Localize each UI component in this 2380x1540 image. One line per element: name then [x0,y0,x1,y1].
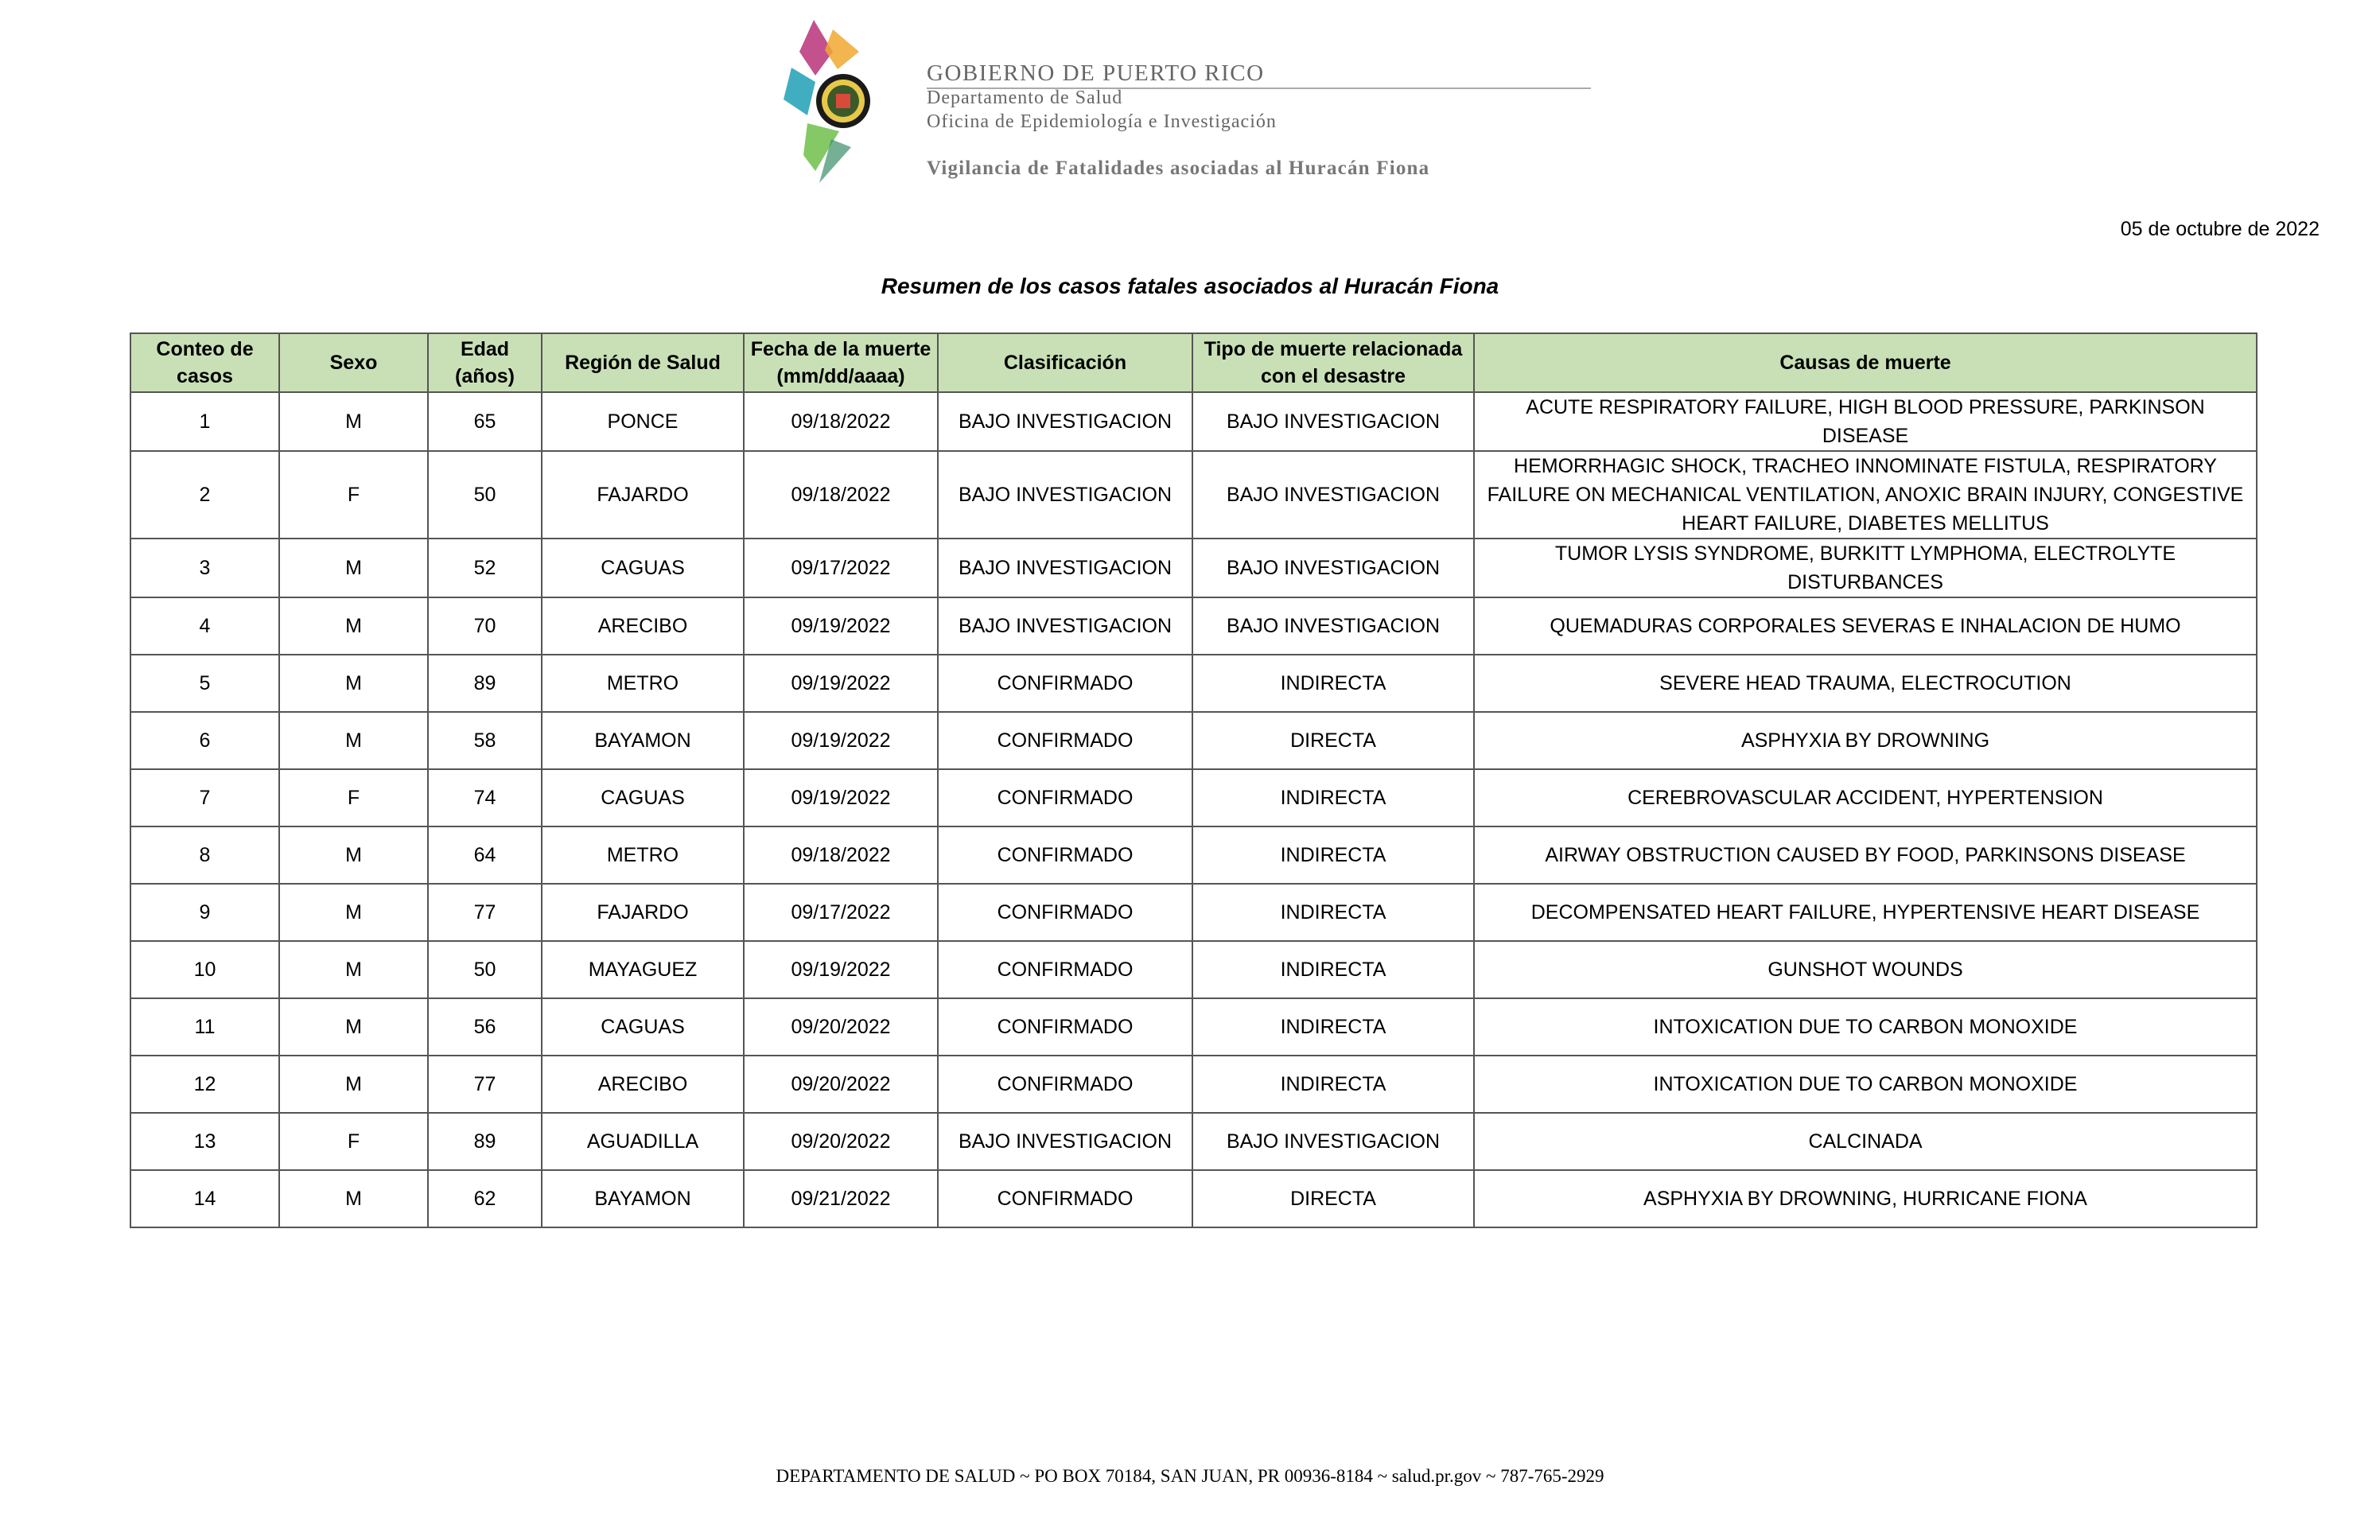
table-row [130,1113,2257,1170]
table-cell: SEVERE HEAD TRAUMA, ELECTROCUTION [1474,655,2257,712]
table-cell: CONFIRMADO [938,998,1192,1056]
table-row [130,826,2257,884]
table-cell: 2 [130,451,279,539]
table-cell: 09/18/2022 [744,392,938,451]
table-cell: INDIRECTA [1192,1056,1474,1113]
table-cell: 70 [428,597,542,655]
table-cell: INTOXICATION DUE TO CARBON MONOXIDE [1474,998,2257,1056]
table-cell: 65 [428,392,542,451]
table-cell: M [279,655,428,712]
table-cell: 77 [428,884,542,941]
table-cell: CAGUAS [542,998,744,1056]
table-cell: CONFIRMADO [938,1056,1192,1113]
table-cell: BAYAMON [542,712,744,769]
table-cell: PONCE [542,392,744,451]
table-row [130,655,2257,712]
table-cell: BAJO INVESTIGACION [1192,597,1474,655]
table-row [130,769,2257,826]
table-cell: 6 [130,712,279,769]
table-cell: F [279,1113,428,1170]
table-cell: DIRECTA [1192,712,1474,769]
table-cell: METRO [542,826,744,884]
table-cell: CONFIRMADO [938,826,1192,884]
government-name: GOBIERNO DE PUERTO RICO [927,60,1265,86]
table-cell: INDIRECTA [1192,826,1474,884]
table-cell: 5 [130,655,279,712]
column-header: Clasificación [938,333,1192,392]
cases-table [130,332,2258,1228]
table-cell: CAGUAS [542,769,744,826]
table-cell: 09/17/2022 [744,884,938,941]
table-cell: INDIRECTA [1192,941,1474,998]
column-header: Región de Salud [542,333,744,392]
table-cell: 09/20/2022 [744,1113,938,1170]
column-header: Fecha de la muerte (mm/dd/aaaa) [744,333,938,392]
table-cell: CONFIRMADO [938,884,1192,941]
office-name: Oficina de Epidemiología e Investigación [927,111,1277,132]
table-cell: M [279,941,428,998]
table-cell: 89 [428,655,542,712]
table-cell: TUMOR LYSIS SYNDROME, BURKITT LYMPHOMA, ELECTROLYTE DISTURBANCES [1474,539,2257,597]
table-cell: MAYAGUEZ [542,941,744,998]
table-cell: 50 [428,451,542,539]
table-cell: 89 [428,1113,542,1170]
table-cell: BAJO INVESTIGACION [1192,451,1474,539]
table-cell: 09/17/2022 [744,539,938,597]
table-cell: INDIRECTA [1192,998,1474,1056]
table-cell: 10 [130,941,279,998]
table-cell: M [279,998,428,1056]
table-cell: FAJARDO [542,884,744,941]
table-row [130,451,2257,539]
table-row [130,539,2257,597]
table-cell: FAJARDO [542,451,744,539]
table-cell: 8 [130,826,279,884]
table-cell: INDIRECTA [1192,655,1474,712]
table-cell: 09/20/2022 [744,1056,938,1113]
column-header: Edad (años) [428,333,542,392]
letterhead [0,0,2380,199]
table-cell: 9 [130,884,279,941]
table-cell: 13 [130,1113,279,1170]
table-row [130,392,2257,451]
table-cell: 11 [130,998,279,1056]
table-cell: DIRECTA [1192,1170,1474,1227]
table-cell: 09/21/2022 [744,1170,938,1227]
table-cell: GUNSHOT WOUNDS [1474,941,2257,998]
column-header: Conteo de casos [130,333,279,392]
program-name: Vigilancia de Fatalidades asociadas al Huracán Fiona [927,158,1430,179]
column-header: Causas de muerte [1474,333,2257,392]
table-cell: DECOMPENSATED HEART FAILURE, HYPERTENSIVE HEART DISEASE [1474,884,2257,941]
table-cell: M [279,539,428,597]
table-cell: 12 [130,1056,279,1113]
table-cell: 09/18/2022 [744,451,938,539]
table-cell: AGUADILLA [542,1113,744,1170]
table-cell: ACUTE RESPIRATORY FAILURE, HIGH BLOOD PRESSURE, PARKINSON DISEASE [1474,392,2257,451]
table-cell: F [279,451,428,539]
table-cell: CAGUAS [542,539,744,597]
table-cell: INDIRECTA [1192,769,1474,826]
table-cell: 58 [428,712,542,769]
table-cell: F [279,769,428,826]
table-cell: BAJO INVESTIGACION [938,539,1192,597]
table-cell: 62 [428,1170,542,1227]
report-date: 05 de octubre de 2022 [2120,218,2320,240]
footer-contact: DEPARTAMENTO DE SALUD ~ PO BOX 70184, SAN JUAN, PR 00936-8184 ~ salud.pr.gov ~ 787-765-2929 [776,1466,1604,1486]
column-header: Sexo [279,333,428,392]
column-header: Tipo de muerte relacionada con el desastre [1192,333,1474,392]
table-cell: M [279,392,428,451]
table-cell: CEREBROVASCULAR ACCIDENT, HYPERTENSION [1474,769,2257,826]
table-cell: 09/19/2022 [744,712,938,769]
department-name: Departamento de Salud [927,88,1123,108]
table-cell: METRO [542,655,744,712]
table-row [130,998,2257,1056]
table-cell: INDIRECTA [1192,884,1474,941]
table-header-row [130,333,2257,392]
table-cell: BAJO INVESTIGACION [1192,1113,1474,1170]
table-cell: 09/18/2022 [744,826,938,884]
table-cell: ARECIBO [542,597,744,655]
table-row [130,1170,2257,1227]
table-cell: CONFIRMADO [938,655,1192,712]
table-cell: 64 [428,826,542,884]
table-cell: 09/20/2022 [744,998,938,1056]
table-cell: 4 [130,597,279,655]
table-cell: M [279,1170,428,1227]
table-cell: CONFIRMADO [938,769,1192,826]
table-cell: 09/19/2022 [744,655,938,712]
table-row [130,712,2257,769]
table-cell: 56 [428,998,542,1056]
table-cell: CONFIRMADO [938,941,1192,998]
table-cell: BAJO INVESTIGACION [938,451,1192,539]
table-cell: BAJO INVESTIGACION [1192,392,1474,451]
puerto-rico-seal-logo-icon [784,20,879,183]
table-cell: ASPHYXIA BY DROWNING [1474,712,2257,769]
table-cell: M [279,597,428,655]
table-cell: 52 [428,539,542,597]
table-cell: BAJO INVESTIGACION [1192,539,1474,597]
table-row [130,597,2257,655]
table-cell: ASPHYXIA BY DROWNING, HURRICANE FIONA [1474,1170,2257,1227]
table-cell: M [279,884,428,941]
table-cell: INTOXICATION DUE TO CARBON MONOXIDE [1474,1056,2257,1113]
table-cell: 74 [428,769,542,826]
table-row [130,941,2257,998]
table-cell: 77 [428,1056,542,1113]
table-cell: QUEMADURAS CORPORALES SEVERAS E INHALACION DE HUMO [1474,597,2257,655]
table-cell: BAJO INVESTIGACION [938,1113,1192,1170]
table-cell: M [279,1056,428,1113]
table-cell: 7 [130,769,279,826]
table-cell: BAJO INVESTIGACION [938,392,1192,451]
table-cell: ARECIBO [542,1056,744,1113]
table-row [130,884,2257,941]
table-cell: 09/19/2022 [744,597,938,655]
table-cell: CONFIRMADO [938,712,1192,769]
table-cell: M [279,712,428,769]
table-cell: 3 [130,539,279,597]
table-body [130,392,2257,1227]
table-cell: BAYAMON [542,1170,744,1227]
table-cell: M [279,826,428,884]
table-cell: 14 [130,1170,279,1227]
table-cell: AIRWAY OBSTRUCTION CAUSED BY FOOD, PARKINSONS DISEASE [1474,826,2257,884]
table-cell: HEMORRHAGIC SHOCK, TRACHEO INNOMINATE FISTULA, RESPIRATORY FAILURE ON MECHANICAL VENTILATION, ANOXIC BRAIN INJURY, CONGESTIVE HEART FAILURE, DIABETES MELLITUS [1474,451,2257,539]
table-cell: 09/19/2022 [744,941,938,998]
table-cell: 50 [428,941,542,998]
table-cell: 1 [130,392,279,451]
table-row [130,1056,2257,1113]
table-cell: 09/19/2022 [744,769,938,826]
page-title: Resumen de los casos fatales asociados al Huracán Fiona [881,274,1499,298]
table-cell: CALCINADA [1474,1113,2257,1170]
table-cell: CONFIRMADO [938,1170,1192,1227]
table-cell: BAJO INVESTIGACION [938,597,1192,655]
